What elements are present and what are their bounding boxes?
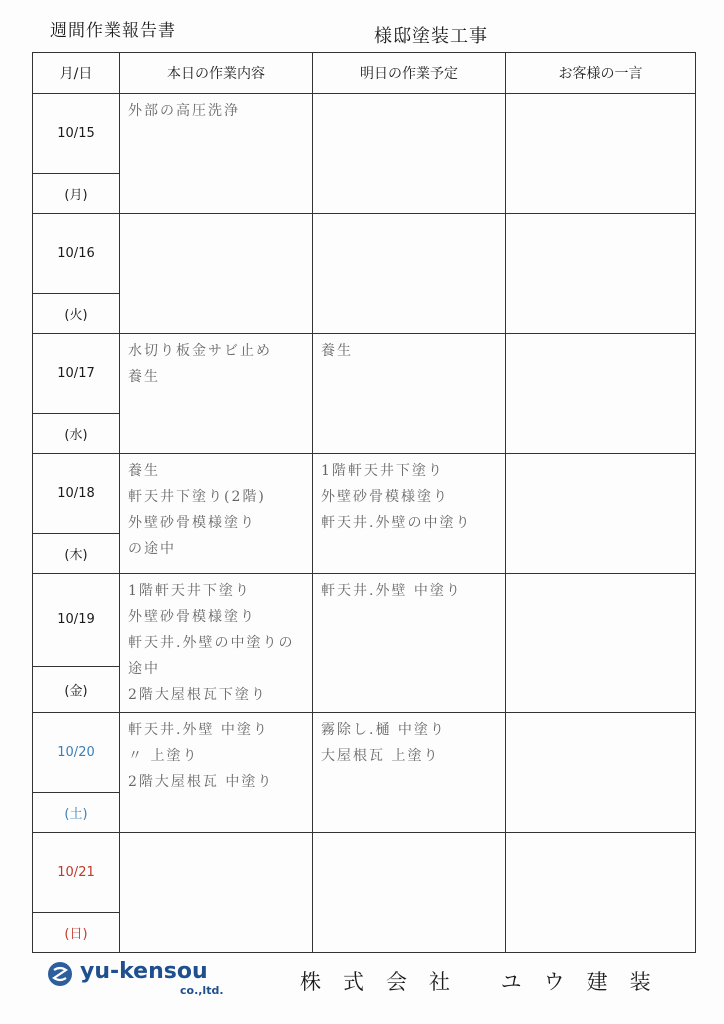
customer-comment-cell xyxy=(506,214,696,334)
date-cell: 10/16 xyxy=(33,214,120,294)
table-row xyxy=(33,713,696,793)
weekday-cell: (木) xyxy=(33,534,120,574)
report-body xyxy=(33,94,696,953)
handwritten-line: 水切り板金サビ止め xyxy=(128,343,272,359)
logo-wordmark: yu-kensou xyxy=(80,959,208,984)
handwritten-line: 2階大屋根瓦 中塗り xyxy=(128,774,274,790)
handwritten-line: 外壁砂骨模様塗り xyxy=(128,515,256,531)
handwritten-line: 軒天井.外壁 中塗り xyxy=(128,722,269,738)
today-work-cell xyxy=(120,574,313,713)
handwritten-line: 霧除し.樋 中塗り xyxy=(321,722,446,738)
weekday-cell: (金) xyxy=(33,666,120,712)
date-cell: 10/18 xyxy=(33,454,120,534)
weekly-report-table xyxy=(32,52,696,953)
today-work-cell xyxy=(120,833,313,953)
table-row xyxy=(33,94,696,174)
tomorrow-plan-cell xyxy=(313,833,506,953)
weekday-cell: (火) xyxy=(33,294,120,334)
handwritten-line: 養生 xyxy=(321,343,353,359)
weekday-cell: (水) xyxy=(33,414,120,454)
customer-comment-cell xyxy=(506,454,696,574)
tomorrow-plan-cell xyxy=(313,454,506,574)
handwritten-line: 1階軒天井下塗り xyxy=(128,583,251,599)
weekday-cell: (土) xyxy=(33,793,120,833)
table-row xyxy=(33,214,696,294)
today-work-cell xyxy=(120,454,313,574)
company-name: 株式会社 ユウ建装 xyxy=(300,970,673,994)
handwritten-line: 養生 xyxy=(128,463,160,479)
tomorrow-plan-cell xyxy=(313,94,506,214)
table-row xyxy=(33,334,696,414)
handwritten-line: 軒天井下塗り(2階) xyxy=(128,489,266,505)
customer-comment-cell xyxy=(506,334,696,454)
column-header-date: 月/日 xyxy=(33,53,120,94)
weekday-cell: (月) xyxy=(33,174,120,214)
date-cell: 10/20 xyxy=(33,713,120,793)
today-work-cell xyxy=(120,713,313,833)
date-cell: 10/21 xyxy=(33,833,120,913)
footer xyxy=(0,958,724,1018)
table-row xyxy=(33,833,696,913)
handwritten-line: 〃 上塗り xyxy=(128,748,199,764)
today-work-cell xyxy=(120,94,313,214)
company-logo-icon xyxy=(48,962,72,986)
customer-comment-cell xyxy=(506,833,696,953)
table-row xyxy=(33,574,696,667)
handwritten-line: の途中 xyxy=(128,541,176,557)
customer-comment-cell xyxy=(506,713,696,833)
tomorrow-plan-cell xyxy=(313,334,506,454)
column-header-comment: お客様の一言 xyxy=(506,53,696,94)
today-work-cell xyxy=(120,214,313,334)
handwritten-line: 軒天井.外壁の中塗り xyxy=(321,515,472,531)
table-row xyxy=(33,454,696,534)
handwritten-line: 軒天井.外壁の中塗りの途中 xyxy=(128,635,295,677)
column-header-today: 本日の作業内容 xyxy=(120,53,313,94)
handwritten-line: 外部の高圧洗浄 xyxy=(128,103,240,119)
date-cell: 10/19 xyxy=(33,574,120,667)
handwritten-line: 外壁砂骨模様塗り xyxy=(128,609,256,625)
document-title: 週間作業報告書 xyxy=(50,21,176,41)
column-header-tomorrow: 明日の作業予定 xyxy=(313,53,506,94)
customer-comment-cell xyxy=(506,574,696,713)
weekday-cell: (日) xyxy=(33,913,120,953)
logo-suffix: co.,ltd. xyxy=(180,984,224,997)
project-name: 様邸塗装工事 xyxy=(374,26,488,47)
date-cell: 10/17 xyxy=(33,334,120,414)
handwritten-line: 2階大屋根瓦下塗り xyxy=(128,687,267,703)
tomorrow-plan-cell xyxy=(313,574,506,713)
handwritten-line: 軒天井.外壁 中塗り xyxy=(321,583,462,599)
tomorrow-plan-cell xyxy=(313,713,506,833)
handwritten-line: 外壁砂骨模様塗り xyxy=(321,489,449,505)
handwritten-line: 大屋根瓦 上塗り xyxy=(321,748,440,764)
tomorrow-plan-cell xyxy=(313,214,506,334)
handwritten-line: 養生 xyxy=(128,369,160,385)
handwritten-line: 1階軒天井下塗り xyxy=(321,463,444,479)
today-work-cell xyxy=(120,334,313,454)
header-row xyxy=(33,53,696,94)
date-cell: 10/15 xyxy=(33,94,120,174)
customer-comment-cell xyxy=(506,94,696,214)
